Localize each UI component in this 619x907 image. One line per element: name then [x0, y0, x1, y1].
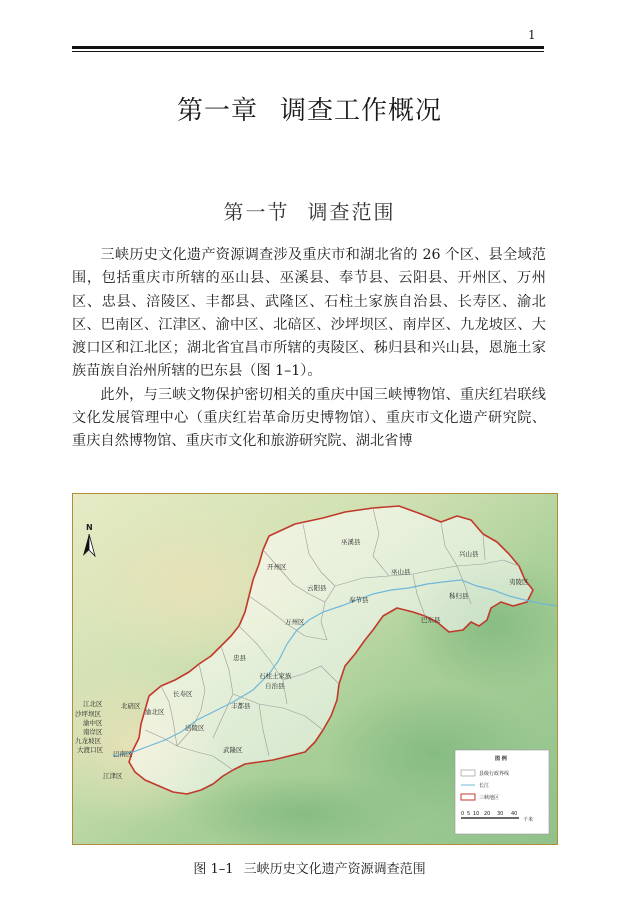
label-jiangbei: 江北区: [83, 700, 103, 708]
figure-number: 图 1–1: [193, 862, 234, 877]
chapter-title: [0, 90, 619, 127]
figure-title: 三峡历史文化遗产资源调查范围: [243, 862, 426, 877]
label-wulong: 武隆区: [223, 746, 243, 754]
label-shizhu-2: 自治县: [265, 682, 285, 690]
label-wanzhou: 万州区: [285, 618, 305, 626]
label-changshou: 长寿区: [173, 690, 193, 698]
figure-caption: [0, 858, 619, 877]
map-legend: [455, 750, 549, 834]
label-yuzhong: 渝中区: [83, 719, 103, 727]
label-jiangjin: 江津区: [103, 772, 123, 780]
label-yubei: 渝北区: [145, 708, 165, 716]
svg-text:30: 30: [497, 811, 504, 817]
label-nanan: 南岸区: [83, 728, 103, 736]
label-yunyang: 云阳县: [307, 584, 327, 592]
body-text: [72, 244, 546, 454]
svg-text:5: 5: [467, 811, 471, 817]
svg-text:三峡地区: 三峡地区: [479, 795, 500, 801]
paragraph: 此外，与三峡文物保护密切相关的重庆中国三峡博物馆、重庆红岩联线文化发展管理中心（重庆红岩革命历史博物馆）、重庆市文化遗产研究院、重庆自然博物馆、重庆市文化和旅游研究院、湖北省博: [72, 386, 546, 450]
header-rule-thin: [72, 51, 544, 52]
svg-text:40: 40: [511, 811, 518, 817]
label-fuling: 涪陵区: [185, 724, 205, 732]
svg-text:长江: 长江: [479, 783, 490, 789]
label-yiling: 夷陵区: [509, 578, 529, 586]
label-zigui: 秭归县: [449, 592, 469, 600]
svg-text:图 例: 图 例: [495, 756, 507, 762]
svg-text:县级行政界线: 县级行政界线: [479, 771, 510, 777]
label-wushan: 巫山县: [391, 568, 411, 576]
label-dadukou: 大渡口区: [77, 746, 103, 754]
section-title: [0, 196, 619, 225]
label-banan: 巴南区: [113, 750, 133, 758]
label-zhongxian: 忠县: [233, 654, 246, 662]
svg-text:0: 0: [461, 811, 465, 817]
label-wuxi: 巫溪县: [341, 538, 361, 546]
label-shapingba: 沙坪坝区: [75, 710, 101, 718]
label-beibei: 北碚区: [121, 702, 141, 710]
svg-text:千米: 千米: [523, 817, 534, 823]
paragraph: 三峡历史文化遗产资源调查涉及重庆市和湖北省的 26 个区、县全域范围，包括重庆市所辖的巫山县、巫溪县、奉节县、云阳县、开州区、万州区、忠县、涪陵区、丰都县、武隆区、石柱土家族自治县、长寿区、渝北区、巴南区、江津区、渝中区、北碚区、沙坪坝区、南岸区、九龙坡区、大渡口区和江北区；湖北省宜昌市所辖的夷陵区、秭归县和兴山县，恩施土家族苗族自治州所辖的巴东县（图 1–1）。: [72, 247, 546, 380]
svg-text:20: 20: [484, 811, 491, 817]
label-badong: 巴东县: [421, 616, 441, 624]
survey-area-map: [72, 493, 558, 845]
label-shizhu-1: 石柱土家族: [259, 672, 292, 680]
chapter-name: 调查工作概况: [280, 96, 443, 126]
section-name: 调查范围: [307, 200, 396, 224]
label-xingshan: 兴山县: [459, 550, 479, 558]
svg-text:N: N: [86, 523, 93, 532]
section-number: 第一节: [223, 200, 290, 224]
label-fengjie: 奉节县: [349, 596, 369, 604]
label-fengdu: 丰都县: [231, 702, 251, 710]
header-rule: [72, 46, 544, 49]
label-kaizhou: 开州区: [267, 563, 287, 571]
page-number: 1: [528, 28, 536, 42]
chapter-number: 第一章: [176, 96, 258, 126]
label-jiulongpo: 九龙坡区: [75, 737, 101, 745]
svg-text:10: 10: [473, 811, 480, 817]
